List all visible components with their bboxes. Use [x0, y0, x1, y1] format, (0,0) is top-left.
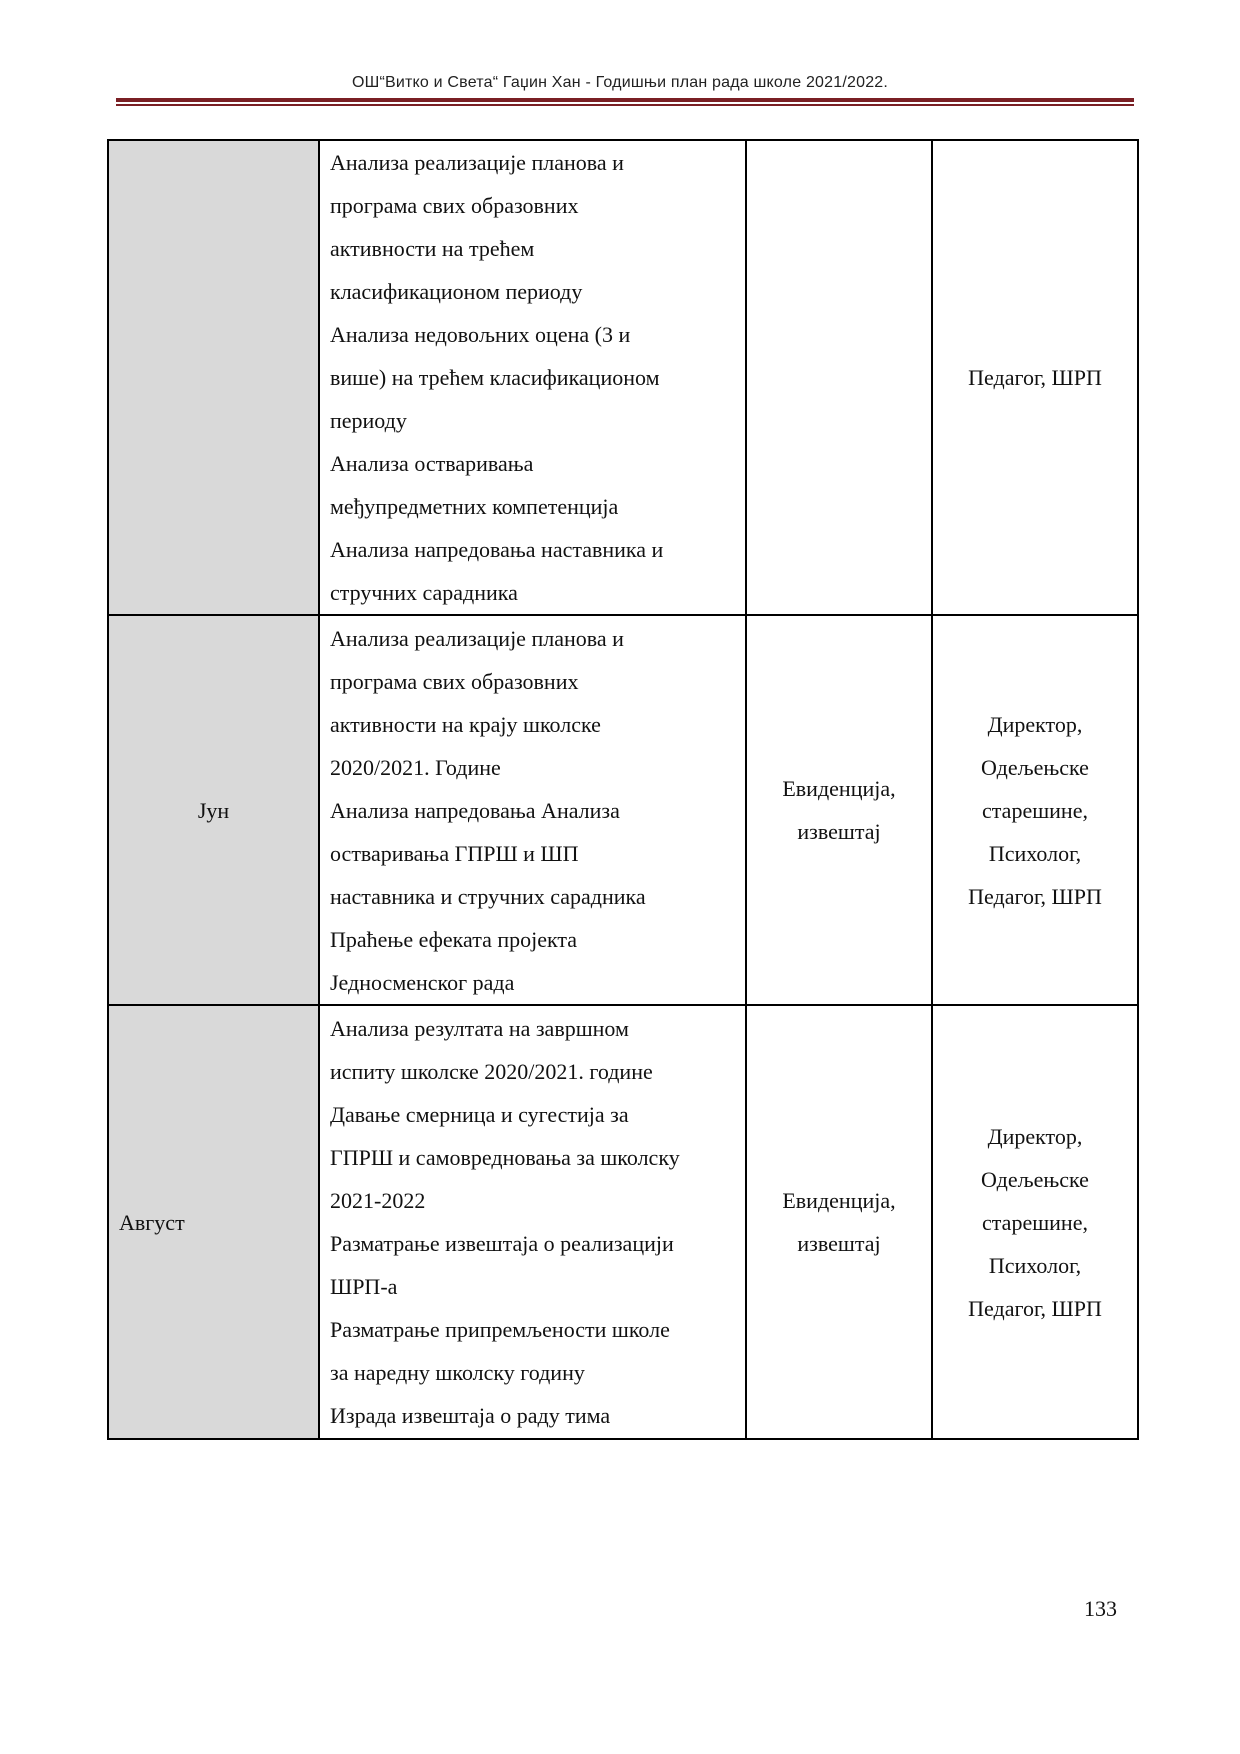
activities-cell — [319, 140, 746, 615]
responsible-line: Директор, — [987, 1123, 1083, 1149]
activity-line: остваривања ГПРШ и ШП — [330, 840, 579, 866]
responsible-line: старешине, — [982, 797, 1088, 823]
month-cell — [108, 140, 319, 615]
activity-line: стручних сарадника — [330, 580, 518, 605]
responsible-line: старешине, — [982, 1209, 1088, 1235]
activity-line: Анализа резултата на завршном — [330, 1016, 629, 1041]
responsible-line: Одељењске — [981, 754, 1089, 780]
activity-line: 2020/2021. Године — [330, 754, 501, 780]
activities-cell — [319, 615, 746, 1005]
activity-line: наставника и стручних сарадника — [330, 883, 646, 909]
month-label: Јун — [197, 797, 230, 823]
responsible-line: Психолог, — [988, 840, 1082, 866]
month-cell — [108, 615, 319, 1005]
responsible-line: Директор, — [987, 711, 1083, 737]
method-line: извештај — [797, 1231, 881, 1256]
activity-line: 2021-2022 — [330, 1188, 426, 1213]
activity-line: класификационом периоду — [330, 279, 583, 304]
activity-line: Једносменског рада — [330, 969, 515, 995]
month-cell — [108, 1005, 319, 1439]
responsible-cell — [932, 1005, 1138, 1439]
method-cell — [746, 615, 932, 1005]
activity-line: Анализа остваривања — [330, 451, 534, 476]
table-row — [108, 140, 1138, 615]
header-rule-thick — [116, 98, 1134, 102]
activity-line: Давање смерница и сугестија за — [330, 1102, 629, 1127]
activity-line: ГПРШ и самовредновања за школску — [330, 1145, 680, 1170]
responsible-cell — [932, 140, 1138, 615]
activity-line: Анализа реализације планова и — [330, 150, 624, 175]
plan-table — [107, 139, 1139, 1440]
activity-line: испиту школске 2020/2021. године — [330, 1059, 653, 1084]
activity-line: више) на трећем класификационом — [330, 365, 660, 390]
method-line: Евиденција, — [782, 1188, 896, 1213]
method-cell — [746, 140, 932, 615]
responsible-cell — [932, 615, 1138, 1005]
activity-line: програма свих образовних — [330, 193, 579, 218]
responsible-line: Одељењске — [981, 1166, 1089, 1192]
activity-line: за наредну школску годину — [330, 1360, 585, 1385]
activity-line: Анализа недовољних оцена (3 и — [330, 322, 631, 347]
activity-line: периоду — [330, 408, 407, 433]
responsible-line: Педагог, ШРП — [968, 1295, 1102, 1321]
table-row — [108, 615, 1138, 1005]
method-line: извештај — [797, 819, 881, 844]
month-label: Август — [119, 1209, 185, 1235]
running-header: ОШ“Витко и Света“ Гаџин Хан - Годишњи план рада школе 2021/2022. — [351, 74, 889, 91]
method-line: Евиденција, — [782, 776, 896, 801]
table-row — [108, 1005, 1138, 1439]
responsible-line: Педагог, ШРП — [968, 365, 1102, 390]
activity-line: ШРП-а — [330, 1274, 398, 1299]
responsible-line: Психолог, — [988, 1252, 1082, 1278]
activity-line: међупредметних компетенција — [330, 494, 619, 519]
activity-line: Разматрање извештаја о реализацији — [330, 1231, 674, 1256]
method-cell — [746, 1005, 932, 1439]
page-number: 133 — [1084, 1596, 1117, 1621]
activity-line: Разматрање припремљености школе — [330, 1317, 670, 1342]
activity-line: Израда извештаја о раду тима — [330, 1403, 611, 1428]
activity-line: Анализа напредовања Анализа — [330, 797, 620, 823]
activities-cell — [319, 1005, 746, 1439]
activity-line: Праћење ефеката пројекта — [330, 926, 578, 952]
activity-line: Анализа напредовања наставника и — [330, 537, 664, 562]
activity-line: Анализа реализације планова и — [330, 625, 624, 651]
activity-line: активности на трећем — [330, 236, 535, 261]
responsible-line: Педагог, ШРП — [968, 883, 1102, 909]
activity-line: програма свих образовних — [330, 668, 579, 694]
header-rule-thin — [116, 104, 1134, 106]
activity-line: активности на крају школске — [330, 711, 601, 737]
